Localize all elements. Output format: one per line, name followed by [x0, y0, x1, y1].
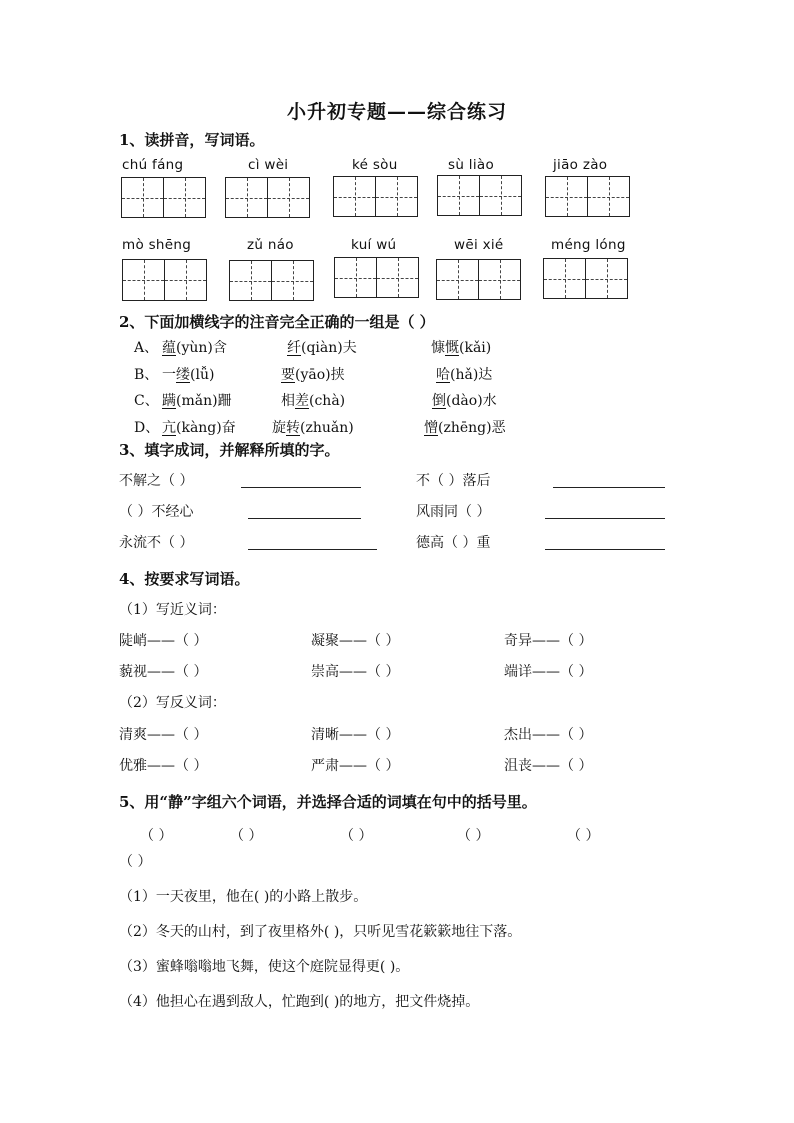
option-c-item-2: 相差(chà) — [281, 393, 346, 409]
synonym-item: 藐视——（ ） — [119, 664, 208, 680]
writing-grid[interactable] — [229, 260, 314, 301]
option-b-item-1: 一缕(lǚ) — [162, 367, 215, 383]
q3-heading: 3、填字成词，并解释所填的字。 — [119, 441, 340, 459]
writing-grid[interactable] — [436, 259, 521, 300]
q4-heading: 4、按要求写词语。 — [119, 570, 250, 588]
synonym-item: 崇高——（ ） — [311, 664, 400, 680]
answer-line[interactable] — [241, 487, 361, 488]
pinyin-label: kuí wú — [351, 237, 397, 253]
pinyin-label: ké sòu — [352, 157, 398, 173]
fill-word: 风雨同（ ） — [416, 504, 491, 520]
option-d-item-3: 憎(zhēng)恶 — [424, 420, 506, 436]
option-d-item-1: 亢(kàng)奋 — [162, 420, 236, 436]
writing-grid[interactable] — [121, 177, 206, 218]
option-b-item-2: 要(yāo)挟 — [281, 367, 345, 383]
pinyin-label: wēi xié — [454, 237, 504, 253]
option-a-item-3: 慷慨(kǎi) — [431, 340, 492, 356]
pinyin-label: chú fáng — [122, 157, 184, 173]
option-a-item-2: 纤(qiàn)夫 — [287, 340, 357, 356]
antonym-item: 杰出——（ ） — [504, 727, 593, 743]
antonym-item: 清爽——（ ） — [119, 727, 208, 743]
word-blank[interactable]: （ ） — [230, 828, 263, 844]
q5-heading: 5、用“静”字组六个词语，并选择合适的词填在句中的括号里。 — [119, 793, 537, 811]
antonym-item: 优雅——（ ） — [119, 758, 208, 774]
antonym-item: 沮丧——（ ） — [504, 758, 593, 774]
option-b-label: B、 — [134, 367, 159, 383]
option-c-label: C、 — [134, 393, 159, 409]
pinyin-label: zǔ náo — [247, 237, 294, 253]
antonym-item: 严肃——（ ） — [311, 758, 400, 774]
option-a-label: A、 — [134, 340, 159, 356]
writing-grid[interactable] — [334, 257, 419, 298]
pinyin-label: sù liào — [448, 157, 495, 173]
synonym-item: 奇异——（ ） — [504, 633, 593, 649]
q1-heading: 1、读拼音，写词语。 — [119, 131, 265, 149]
option-d-item-2: 旋转(zhuǎn) — [272, 420, 354, 436]
q4-sub1: （1）写近义词： — [119, 602, 226, 618]
option-c-item-1: 蹒(mǎn)跚 — [162, 393, 232, 409]
option-d-label: D、 — [134, 420, 160, 436]
writing-grid[interactable] — [437, 175, 522, 216]
sentence: （1）一天夜里，他在( )的小路上散步。 — [119, 889, 368, 905]
pinyin-label: méng lóng — [551, 237, 626, 253]
writing-grid[interactable] — [543, 258, 628, 299]
writing-grid[interactable] — [122, 259, 207, 301]
word-blank[interactable]: （ ） — [140, 828, 173, 844]
sentence: （3）蜜蜂嗡嗡地飞舞，使这个庭院显得更( )。 — [119, 959, 410, 975]
pinyin-label: mò shēng — [122, 237, 192, 253]
answer-line[interactable] — [545, 518, 665, 519]
sentence: （4）他担心在遇到敌人，忙跑到( )的地方，把文件烧掉。 — [119, 994, 480, 1010]
pinyin-label: cì wèi — [248, 157, 289, 173]
word-blank[interactable]: （ ） — [567, 828, 600, 844]
q2-heading: 2、下面加横线字的注音完全正确的一组是（ ） — [119, 313, 435, 331]
option-b-item-3: 哈(hǎ)达 — [436, 367, 493, 383]
answer-line[interactable] — [248, 518, 361, 519]
fill-word: 不（ ）落后 — [416, 473, 491, 489]
option-c-item-3: 倒(dào)水 — [432, 393, 497, 409]
synonym-item: 凝聚——（ ） — [311, 633, 400, 649]
word-blank[interactable]: （ ） — [119, 854, 152, 870]
fill-word: 不解之（ ） — [119, 473, 194, 489]
writing-grid[interactable] — [545, 176, 630, 217]
pinyin-label: jiāo zào — [553, 157, 608, 173]
page-title: 小升初专题——综合练习 — [286, 101, 507, 123]
writing-grid[interactable] — [225, 177, 310, 218]
answer-line[interactable] — [248, 549, 377, 550]
antonym-item: 清晰——（ ） — [311, 727, 400, 743]
fill-word: 永流不（ ） — [119, 535, 194, 551]
answer-line[interactable] — [545, 549, 665, 550]
synonym-item: 端详——（ ） — [504, 664, 593, 680]
writing-grid[interactable] — [333, 176, 418, 217]
fill-word: 德高（ ）重 — [416, 535, 491, 551]
sentence: （2）冬天的山村，到了夜里格外( )，只听见雪花簌簌地往下落。 — [119, 924, 522, 940]
q4-sub2: （2）写反义词： — [119, 695, 226, 711]
option-a-item-1: 蕴(yùn)含 — [162, 340, 227, 356]
synonym-item: 陡峭——（ ） — [119, 633, 208, 649]
fill-word: （ ）不经心 — [119, 504, 194, 520]
word-blank[interactable]: （ ） — [340, 828, 373, 844]
answer-line[interactable] — [553, 487, 665, 488]
word-blank[interactable]: （ ） — [457, 828, 490, 844]
